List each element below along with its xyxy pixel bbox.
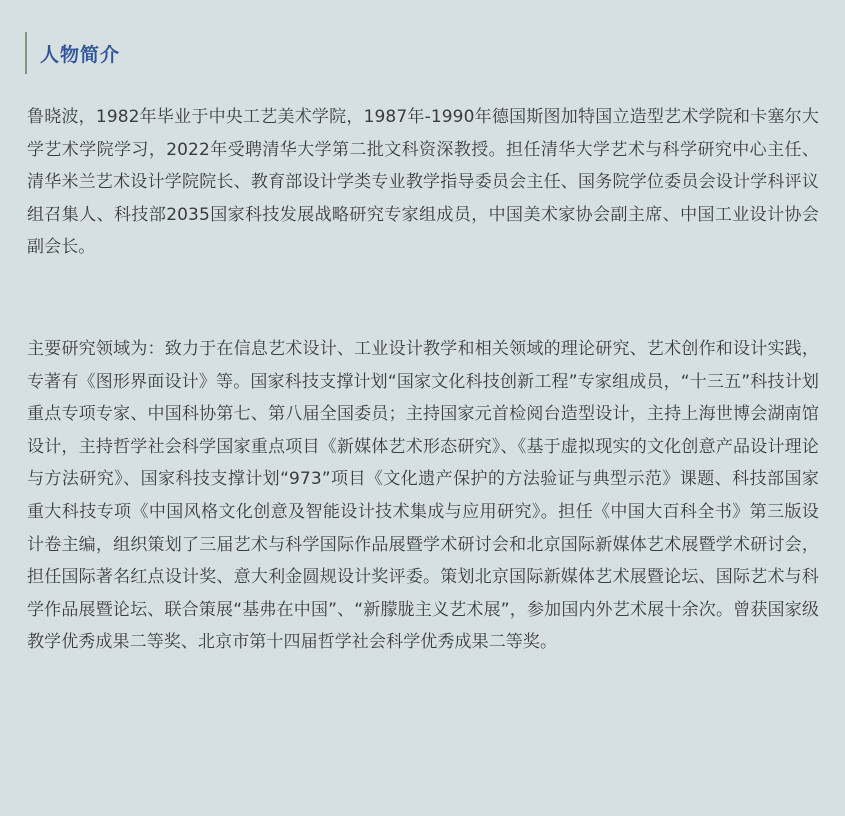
section-heading	[25, 32, 120, 74]
heading-accent-bar	[25, 32, 27, 74]
section-title: 人物简介	[40, 43, 121, 66]
bio-paragraph-1: 鲁晓波，1982年毕业于中央工艺美术学院，1987年-1990年德国斯图加特国立造型艺术学院和卡塞尔大学艺术学院学习，2022年受聘清华大学第二批文科资深教授。担任清华大学艺术与科学研究中心主任、清华米兰艺术设计学院院长、教育部设计学类专业教学指导委员会主任、国务院学位委员会设计学科评议组召集人、科技部2035国家科技发展战略研究专家组成员，中国美术家协会副主席、中国工业设计协会副会长。	[27, 107, 819, 258]
bio-paragraph-2: 主要研究领域为：致力于在信息艺术设计、工业设计教学和相关领域的理论研究、艺术创作和设计实践，专著有《图形界面设计》等。国家科技支撑计划“国家文化科技创新工程”专家组成员，“十三五”科技计划重点专项专家、中国科协第七、第八届全国委员；主持国家元首检阅台造型设计，主持上海世博会湖南馆设计，主持哲学社会科学国家重点项目《新媒体艺术形态研究》、《基于虚拟现实的文化创意产品设计理论与方法研究》、国家科技支撑计划“973”项目《文化遗产保护的方法验证与典型示范》课题、科技部国家重大科技专项《中国风格文化创意及智能设计技术集成与应用研究》。担任《中国大百科全书》第三版设计卷主编，组织策划了三届艺术与科学国际作品展暨学术研讨会和北京国际新媒体艺术展暨学术研讨会，担任国际著名红点设计奖、意大利金圆规设计奖评委。策划北京国际新媒体艺术展暨论坛、国际艺术与科学作品展暨论坛、联合策展“基弗在中国”、“新朦胧主义艺术展”，参加国内外艺术展十余次。曾获国家级教学优秀成果二等奖、北京市第十四届哲学社会科学优秀成果二等奖。	[27, 339, 819, 653]
